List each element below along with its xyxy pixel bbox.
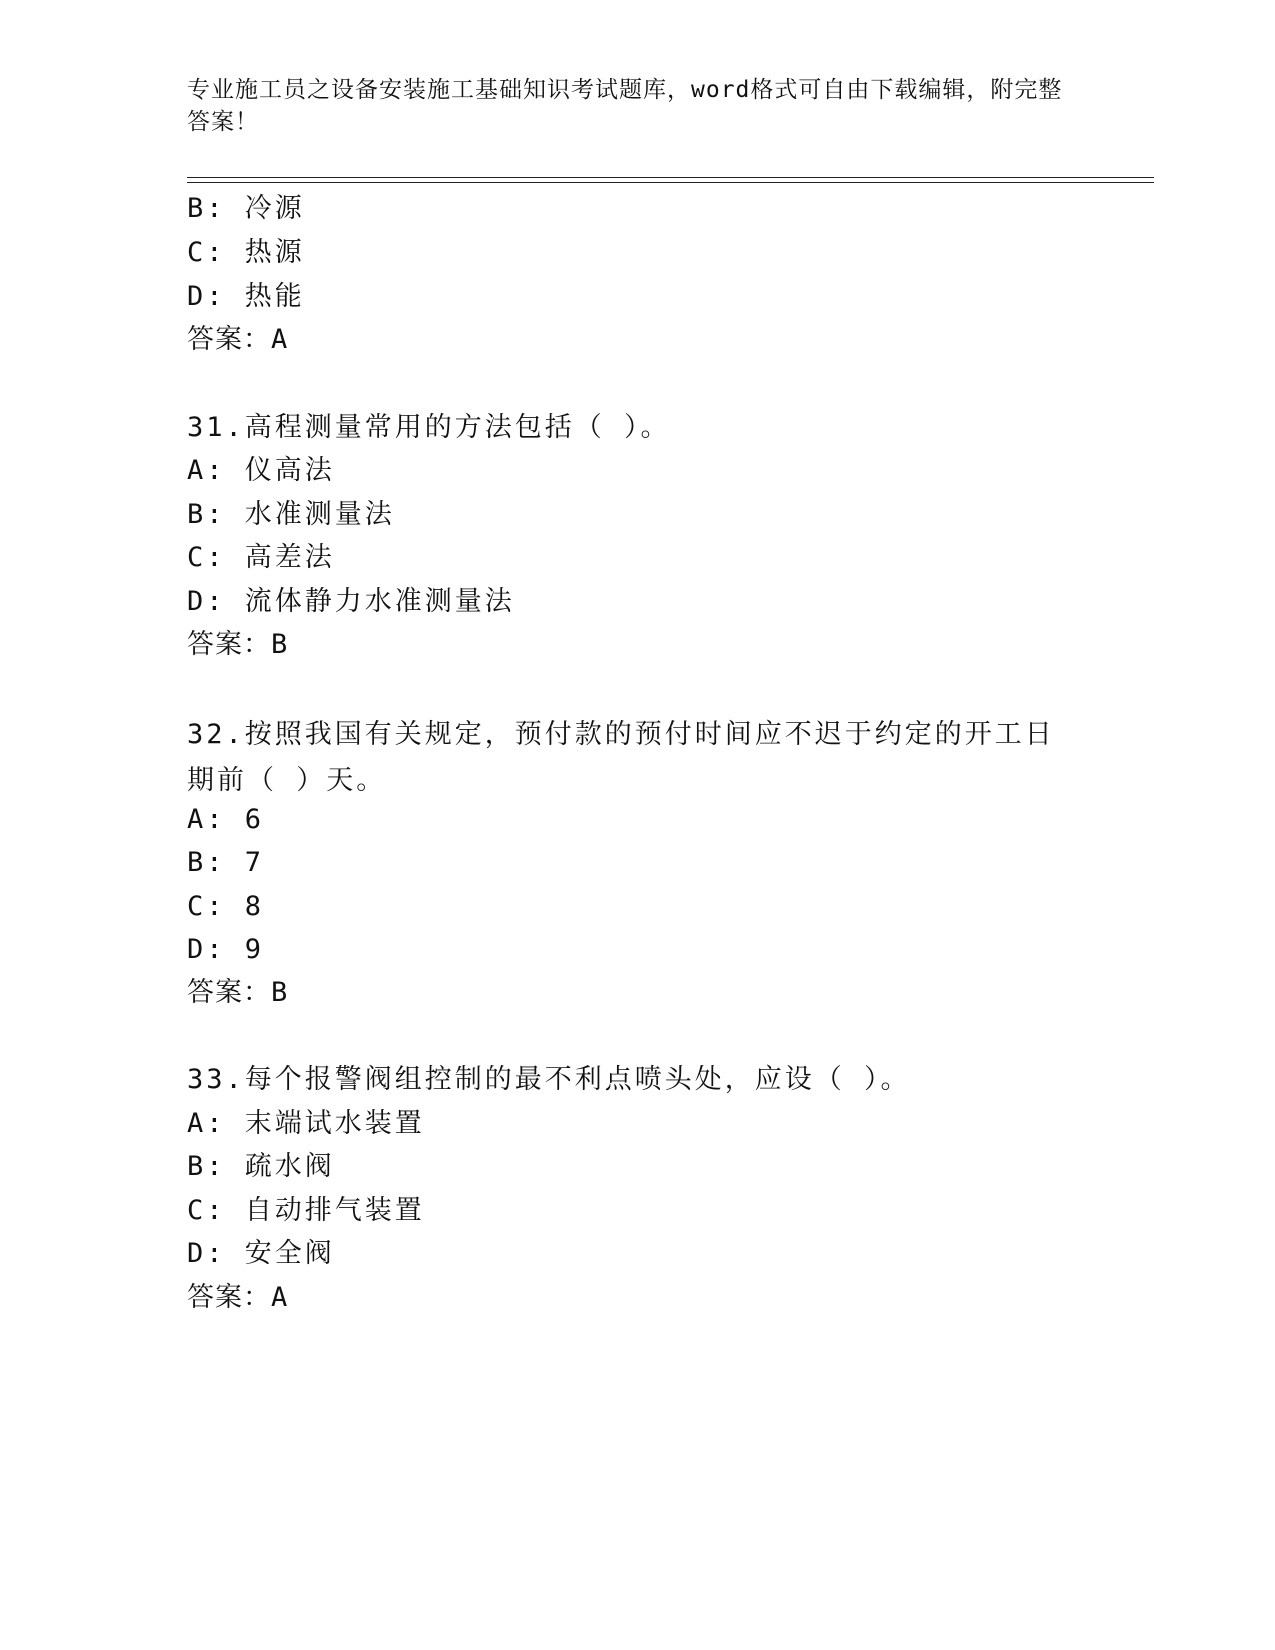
answer-line: 答案：A <box>187 324 289 355</box>
option-c: C: 8 <box>187 891 265 922</box>
option-d: D: 热能 <box>187 281 305 312</box>
option-a: A: 6 <box>187 804 265 835</box>
option-d: D: 9 <box>187 934 265 965</box>
header-divider-bottom <box>187 182 1154 183</box>
option-a: A: 仪高法 <box>187 455 335 486</box>
option-a: A: 末端试水装置 <box>187 1108 425 1139</box>
option-b: B: 水准测量法 <box>187 499 395 530</box>
answer-line: 答案：B <box>187 629 289 660</box>
option-d: D: 流体静力水准测量法 <box>187 586 515 617</box>
option-c: C: 自动排气装置 <box>187 1195 425 1226</box>
option-c: C: 热源 <box>187 237 305 268</box>
document-header: 专业施工员之设备安装施工基础知识考试题库，word格式可自由下载编辑，附完整答案！ <box>187 77 1063 135</box>
option-d: D: 安全阀 <box>187 1238 335 1269</box>
question-stem: 31.高程测量常用的方法包括（ ）。 <box>187 412 671 443</box>
option-b: B: 冷源 <box>187 193 305 224</box>
option-b: B: 疏水阀 <box>187 1151 335 1182</box>
answer-line: 答案：A <box>187 1282 289 1313</box>
header-divider-top <box>187 177 1154 178</box>
answer-line: 答案：B <box>187 977 289 1008</box>
option-c: C: 高差法 <box>187 542 335 573</box>
question-stem: 32.按照我国有关规定，预付款的预付时间应不迟于约定的开工日期前（ ）天。 <box>187 719 1055 796</box>
option-b: B: 7 <box>187 847 265 878</box>
question-stem: 33.每个报警阀组控制的最不利点喷头处，应设（ ）。 <box>187 1064 911 1095</box>
